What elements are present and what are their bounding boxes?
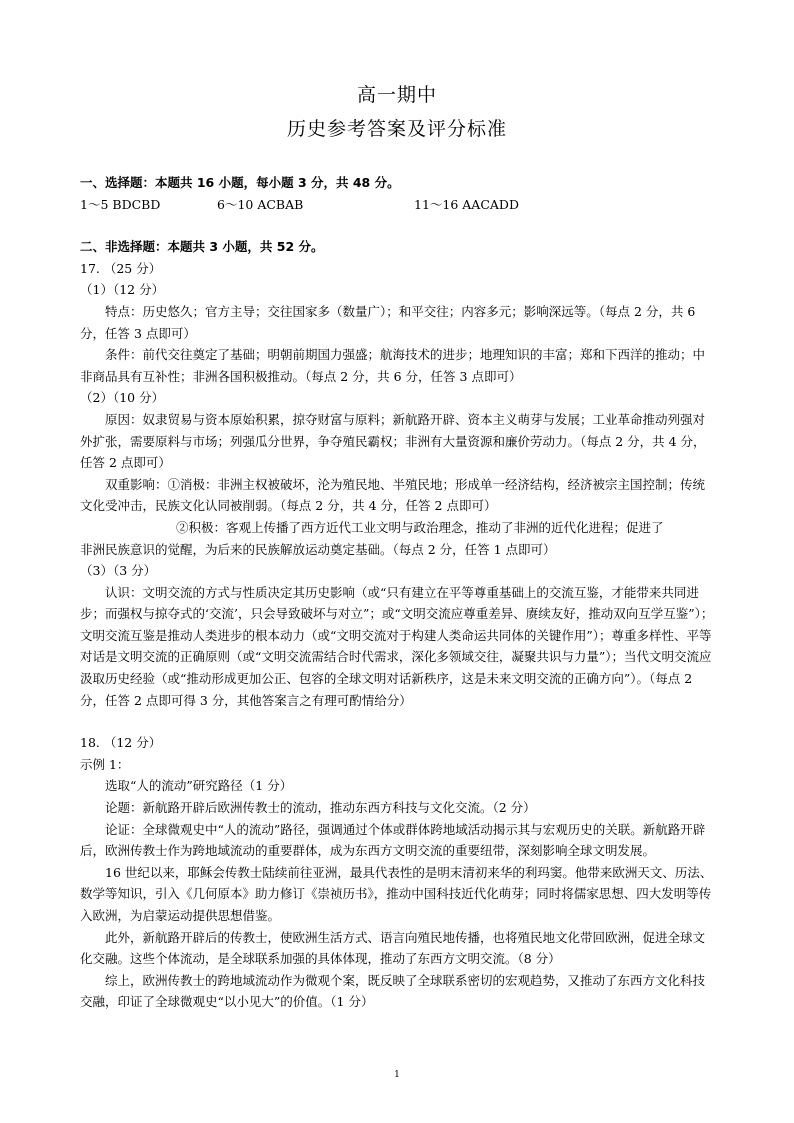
document-body <box>80 172 716 1013</box>
q17-heading: 17. （25 分） <box>80 260 162 276</box>
q17-part1-heading: （1）（12 分） <box>80 282 165 298</box>
q18-argument: 论证：全球微观史中“人的流动”路径，强调通过个体或群体跨地域活动揭示其与宏观历史的关联。新航路开辟后，欧洲传教士作为跨地域流动的重要群体，成为东西方文明交流的重要纽带，深刻影响全球文明发展。 <box>80 821 706 859</box>
q17-part2-heading: （2）（10 分） <box>80 390 165 406</box>
q18-paragraph-culture: 此外，新航路开辟后的传教士，使欧洲生活方式、语言向殖民地传播，也将殖民地文化带回欧洲，促进全球文化交融。这些个体流动，是全球联系加强的具体体现，推动了东西方文明交流。（8 分） <box>80 929 706 967</box>
q18-paragraph-ricci: 16 世纪以来，耶稣会传教士陆续前往亚洲，最具代表性的是明末清初来华的利玛窦。他带来欧洲天文、历法、数学等知识，引入《几何原本》助力修订《崇祯历书》，推动中国科技近代化萌芽；同时将儒家思想、四大发明等传入欧洲，为启蒙运动提供思想借鉴。 <box>80 864 713 923</box>
q17-part1-conditions: 条件：前代交往奠定了基础；明朝前期国力强盛；航海技术的进步；地理知识的丰富；郑和下西洋的推动；中非商品具有互补性；非洲各国积极推动。（每点 2 分，共 6 分，任答 3 点即可） <box>80 347 706 384</box>
section2-heading: 二、非选择题：本题共 3 小题，共 52 分。 <box>80 239 324 255</box>
answers-1-5: 1～5 BDCBD <box>80 196 161 212</box>
q18-example-label: 示例 1： <box>80 756 130 772</box>
q17-part2-positive-1: ②积极：客观上传播了西方近代工业文明与政治理念，推动了非洲的近代化进程；促进了 <box>176 519 664 535</box>
q17-part1-features: 特点：历史悠久；官方主导；交往国家多（数量广）；和平交往；内容多元；影响深远等。（每点 2 分，共 6 分，任答 3 点即可） <box>80 303 696 341</box>
q17-part3-heading: （3）（3 分） <box>80 563 157 579</box>
q18-thesis: 论题：新航路开辟后欧洲传教士的流动，推动东西方科技与文化交流。（2 分） <box>105 800 536 816</box>
page-number: 1 <box>394 1070 400 1080</box>
q17-part2-positive-2: 非洲民族意识的觉醒，为后来的民族解放运动奠定基础。（每点 2 分，任答 1 点即可） <box>80 541 556 557</box>
q18-path: 选取“人的流动”研究路径（1 分） <box>105 778 293 794</box>
q17-part3-understanding: 认识：文明交流的方式与性质决定其历史影响（或“只有建立在平等尊重基础上的交流互鉴，才能带来共同进步；而强权与掠夺式的‘交流’，只会导致破坏与对立”；或“文明交流应尊重差异、赓续友好，推动双向互学互鉴”）；文明交流互鉴是推动人类进步的根本动力（或“文明交流对于构建人类命运共同体的关键作用”）；尊重多样性、平等对话是文明交流的正确原则（或“文明交流需结合时代需求，深化多领域交往，凝聚共识与力量”）；当代文明交流应汲取历史经验（或“推动形成更加公正、包容的全球文明对话新秩序，这是未来文明交流的正确方向”）。（每点 2 分，任答 2 点即可得 3 分，其他答案言之有理可酌情给分） <box>80 584 714 708</box>
section1-heading: 一、选择题：本题共 16 小题，每小题 3 分，共 48 分。 <box>80 175 400 190</box>
q17-part2-negative: 双重影响：①消极：非洲主权被破坏，沦为殖民地、半殖民地；形成单一经济结构，经济被宗主国控制；传统文化受冲击，民族文化认同被削弱。（每点 2 分，共 4 分，任答 2 点即可） <box>80 476 706 514</box>
choice-answers <box>80 194 716 216</box>
answers-11-16: 11～16 AACADD <box>414 196 519 212</box>
q18-conclusion: 综上，欧洲传教士的跨地域流动作为微观个案，既反映了全球联系密切的宏观趋势，又推动了东西方文化科技交融，印证了全球微观史“以小见大”的价值。（1 分） <box>80 972 706 1010</box>
document-title: 高一期中 <box>356 84 437 106</box>
q18-heading: 18. （12 分） <box>80 735 162 751</box>
q17-part2-reasons: 原因：奴隶贸易与资本原始积累，掠夺财富与原料；新航路开辟、资本主义萌芽与发展；工业革命推动列强对外扩张，需要原料与市场；列强瓜分世界，争夺殖民霸权；非洲有大量资源和廉价劳动力。（每点 2 分，共 4 分，任答 2 点即可） <box>80 411 706 471</box>
document-subtitle: 历史参考答案及评分标准 <box>286 118 507 140</box>
answers-6-10: 6～10 ACBAB <box>217 196 304 212</box>
